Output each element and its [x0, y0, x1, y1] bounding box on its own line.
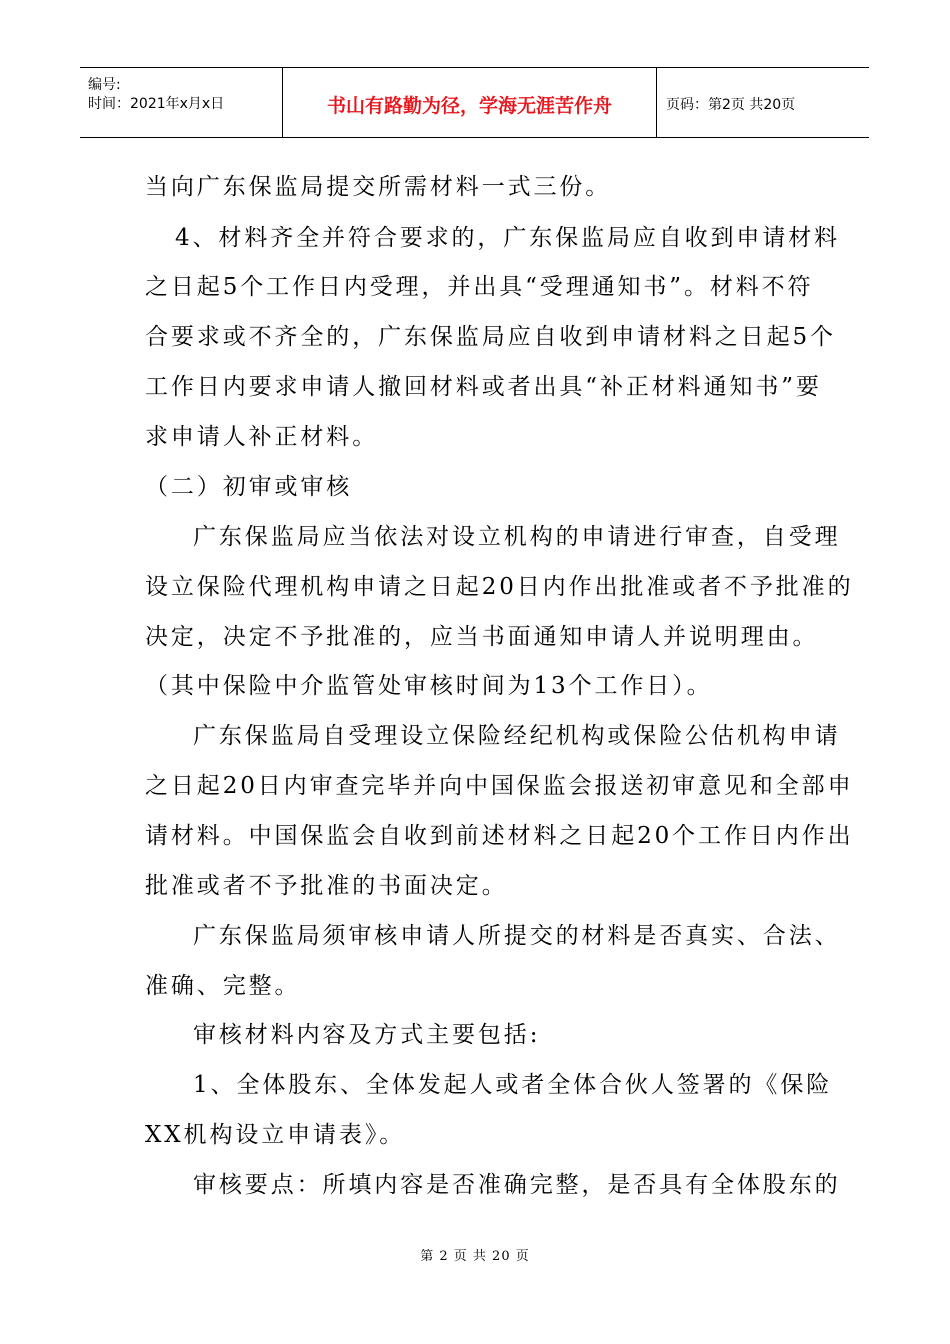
body-line: 审核要点：所填内容是否准确完整，是否具有全体股东的 — [193, 1172, 841, 1198]
body-line: 工作日内要求申请人撤回材料或者出具“补正材料通知书”要 — [145, 374, 822, 400]
body-line: 合要求或不齐全的，广东保监局应自收到申请材料之日起5个 — [145, 324, 836, 350]
body-line: 4、材料齐全并符合要求的，广东保监局应自收到申请材料 — [175, 225, 841, 251]
body-line: 广东保监局须审核申请人所提交的材料是否真实、合法、 — [193, 923, 841, 949]
header-info-cell — [80, 68, 281, 137]
body-line: 准确、完整。 — [145, 973, 301, 999]
body-line: 求申请人补正材料。 — [145, 424, 379, 450]
section-heading: （二）初审或审核 — [145, 474, 353, 500]
body-line: 批准或者不予批准的书面决定。 — [145, 873, 508, 899]
body-line: 决定，决定不予批准的，应当书面通知申请人并说明理由。 — [145, 624, 819, 650]
body-line: （其中保险中介监管处审核时间为13个工作日）。 — [145, 673, 713, 699]
page-footer: 第 2 页 共 20 页 — [420, 1249, 530, 1264]
body-line: 广东保监局应当依法对设立机构的申请进行审查，自受理 — [193, 524, 841, 550]
body-line: 审核材料内容及方式主要包括: — [193, 1022, 541, 1048]
header-motto-cell — [282, 68, 657, 137]
motto-text: 书山有路勤为径，学海无涯苦作舟 — [326, 95, 612, 117]
body-line: 之日起20日内审查完毕并向中国保监会报送初审意见和全部申 — [145, 773, 854, 799]
body-line: 当向广东保监局提交所需材料一式三份。 — [145, 174, 612, 200]
body-line: XX机构设立申请表》。 — [145, 1122, 406, 1148]
body-line: 1、全体股东、全体发起人或者全体合伙人签署的《保险 — [193, 1072, 833, 1098]
document-time: 时间：2021年x月x日 — [88, 96, 225, 112]
document-number-label: 编号: — [88, 77, 121, 93]
body-line: 之日起5个工作日内受理，并出具“受理通知书”。材料不符 — [145, 274, 814, 300]
body-line: 广东保监局自受理设立保险经纪机构或保险公估机构申请 — [193, 723, 841, 749]
header-page-cell — [656, 68, 869, 137]
page-info: 页码：第2页 共20页 — [666, 97, 796, 113]
header-table — [80, 67, 869, 138]
body-line: 请材料。中国保监会自收到前述材料之日起20个工作日内作出 — [145, 823, 854, 849]
body-line: 设立保险代理机构申请之日起20日内作出批准或者不予批准的 — [145, 574, 854, 600]
